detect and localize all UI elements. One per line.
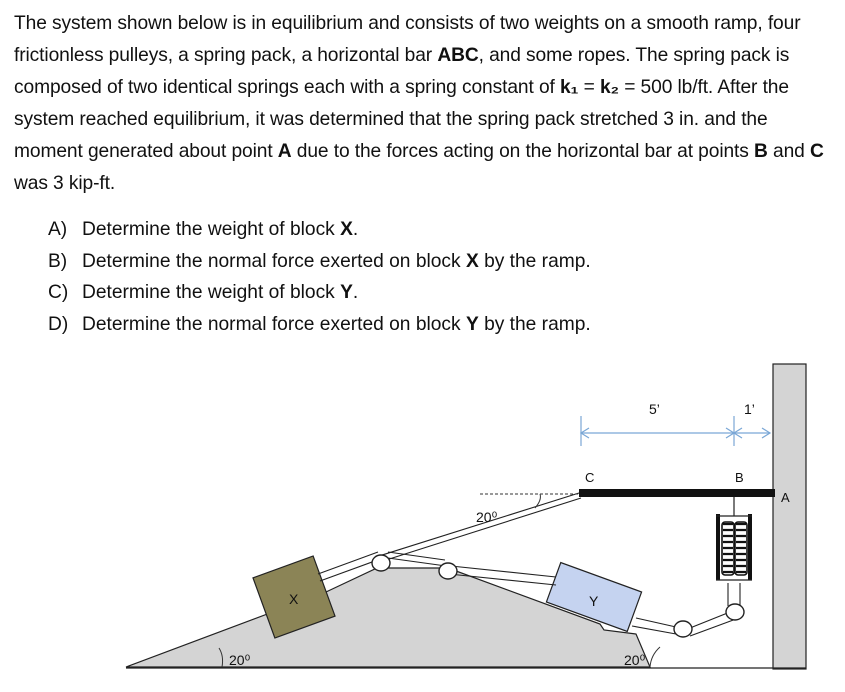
problem-statement: The system shown below is in equilibrium and consists of two weights on a smooth ramp, four frictionless pulleys, a spring pack, a horizontal bar ABC, and some ropes. The spring pack is composed of two identical springs each with a spring constant of k₁ = k₂ = 500 lb/ft. After the system reached equilibrium, it was determined that the spring pack stretched 3 in. and the moment generated about point A due to the forces acting on the horizontal bar at points B and C was 3 kip-ft.	[14, 13, 824, 194]
spring-pack	[716, 497, 752, 580]
wall	[773, 364, 806, 669]
question-b: B) Determine the normal force exerted on block X by the ramp.	[48, 250, 591, 272]
question-d: D) Determine the normal force exerted on block Y by the ramp.	[48, 313, 591, 335]
question-c: C) Determine the weight of block Y.	[48, 282, 359, 304]
spring-left	[722, 522, 734, 575]
block-x-label: X	[289, 591, 299, 607]
left-angle-label: 20⁰	[229, 652, 251, 668]
spring-right	[735, 522, 747, 575]
rope-angle-label: 20⁰	[476, 509, 498, 525]
right-angle-arc	[650, 647, 660, 667]
dimension-lines	[581, 416, 770, 446]
question-a: A) Determine the weight of block X.	[48, 219, 359, 240]
right-angle-label: 20⁰	[624, 652, 646, 668]
pulley-1	[372, 555, 390, 571]
point-a-label: A	[781, 490, 790, 505]
dimension-1ft: 1’	[744, 401, 755, 417]
dimension-5ft: 5’	[649, 401, 660, 417]
pulley-2	[439, 563, 457, 579]
block-y-label: Y	[589, 593, 599, 609]
point-b-label: B	[735, 470, 744, 485]
point-c-label: C	[585, 470, 595, 485]
pulley-4	[726, 604, 744, 620]
pulley-3	[674, 621, 692, 637]
bar-abc	[579, 489, 775, 497]
